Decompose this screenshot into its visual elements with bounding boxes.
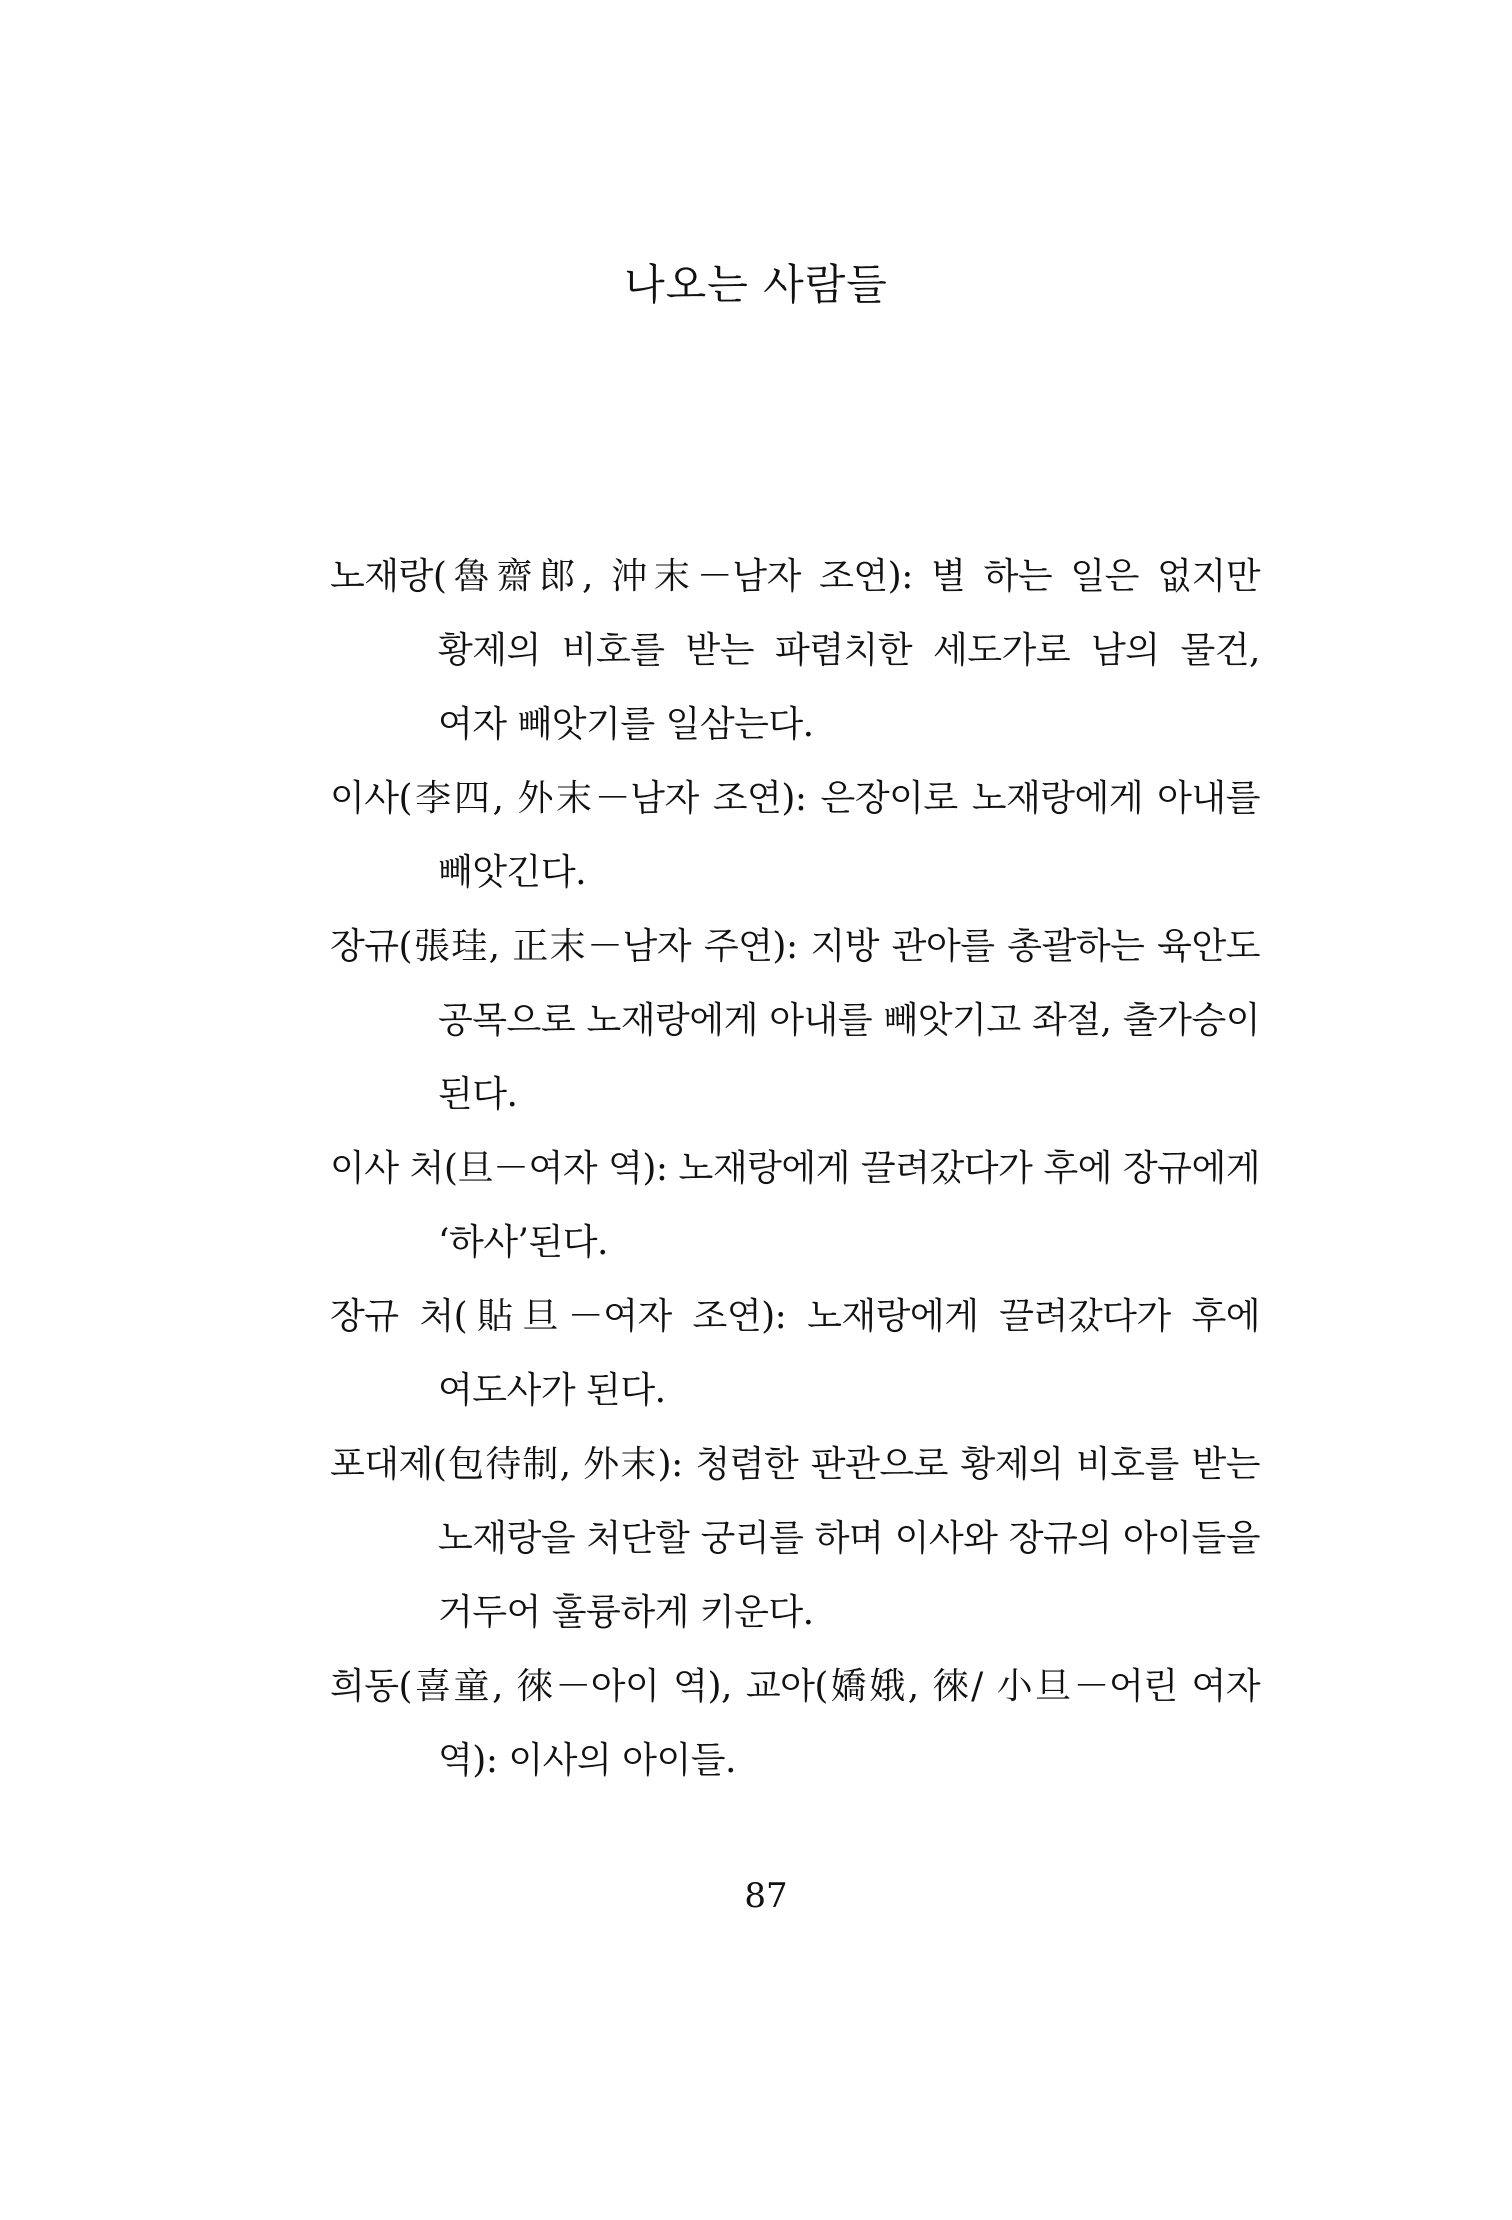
cast-entry-po-daeje (330, 1428, 1260, 1650)
cast-entry-janggyu-wife (330, 1280, 1260, 1428)
cast-description: : 은장이로 노재랑에게 아내를 빼앗긴다. (438, 778, 1260, 893)
cast-description: : 청렴한 판관으로 황제의 비호를 받는 노재랑을 처단할 궁리를 하며 이사와 장규의 아이들을 거두어 훌륭하게 키운다. (438, 1444, 1260, 1633)
cast-description: : 지방 관아를 총괄하는 육안도 공목으로 노재랑에게 아내를 빼앗기고 좌절, 출가승이 된다. (438, 926, 1260, 1115)
page-number: 87 (744, 1876, 788, 1916)
cast-name: 이사(李四, 外末－남자 조연) (330, 778, 795, 819)
cast-entry-janggyu (330, 910, 1260, 1132)
cast-entry-isa-wife (330, 1132, 1260, 1280)
cast-name: 포대제(包待制, 外末) (330, 1444, 672, 1485)
cast-name: 장규 처(貼旦－여자 조연) (330, 1296, 775, 1337)
cast-description: : 별 하는 일은 없지만 황제의 비호를 받는 파렴치한 세도가로 남의 물건, 여자 빼앗기를 일삼는다. (438, 556, 1260, 745)
cast-name: 장규(張珪, 正末－남자 주연) (330, 926, 786, 967)
cast-name: 이사 처(旦－여자 역) (330, 1148, 656, 1189)
cast-description: : 노재랑에게 끌려갔다가 후에 장규에게 ‘하사’된다. (438, 1148, 1260, 1263)
cast-description: : 노재랑에게 끌려갔다가 후에 여도사가 된다. (438, 1296, 1260, 1411)
cast-description: : 이사의 아이들. (485, 1740, 736, 1781)
cast-entry-children (330, 1650, 1260, 1798)
cast-entry-no-jaerang (330, 540, 1260, 762)
cast-entry-isa (330, 762, 1260, 910)
cast-name: 희동(喜童, 徠－아이 역), 교아(嬌娥, 徠/ 小旦－어린 여자 역) (330, 1666, 1260, 1781)
page-title: 나오는 사람들 (624, 260, 888, 309)
cast-name: 노재랑(魯齋郎, 沖末－남자 조연) (330, 556, 902, 597)
cast-list (330, 540, 1260, 1798)
